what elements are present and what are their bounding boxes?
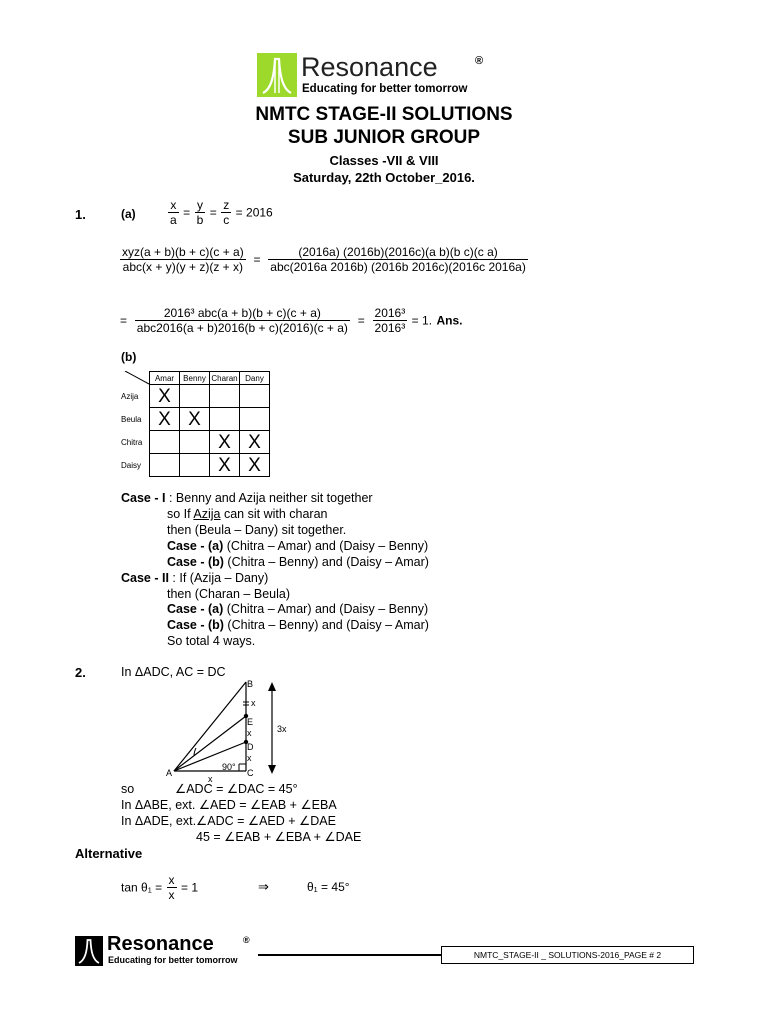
footer-brand-reg: ® [243,935,250,945]
page-number-label: NMTC_STAGE-II _ SOLUTIONS-2016_PAGE # 2 [473,950,662,960]
table-row: Chitra X X [121,431,270,454]
resonance-logo-mark-footer [75,936,103,966]
q2-so: so [121,782,135,796]
col-header: Dany [240,372,270,385]
case-1-line-2: so If Azija can sit with charan [167,507,328,521]
case-2-line-2: then (Charan – Beula) [167,587,290,601]
answer-label: Ans. [436,313,463,328]
table-row: Beula X X [121,408,270,431]
brand-name: Resonance [301,52,438,82]
table-row [121,385,270,408]
resonance-logo-mark [257,53,297,97]
implies-symbol: ⇒ [258,879,269,894]
case-2-b: Case - (b) (Chitra – Benny) and (Daisy – Amar) [167,618,429,632]
page-title: NMTC STAGE-II SOLUTIONS [255,104,513,125]
table-corner-diagonal [121,371,150,385]
label-x-base: x [208,774,213,784]
q2-line-3: In ΔADE, ext.∠ADC = ∠AED + ∠DAE [121,814,336,828]
table-row: Daisy X X [121,454,270,477]
case-1-b: Case - (b) (Chitra – Benny) and (Daisy – Amar) [167,555,429,569]
label-C: C [247,768,254,778]
seating-table [121,371,270,477]
case-2-a: Case - (a) (Chitra – Amar) and (Daisy – Benny) [167,602,429,616]
triangle-diagram [160,676,300,786]
question-2-number: 2. [75,665,86,680]
brand-reg: ® [475,55,484,67]
q2-tan-equation: tan θ₁ = $\frac{x}{x}$ = 1 [121,873,199,902]
group-title: SUB JUNIOR GROUP [287,127,481,148]
label-D: D [247,742,254,752]
label-E: E [247,717,254,727]
row-label: Beula [121,414,142,424]
q1-equation-line-2: = $\frac{\text{2016³ abc(a + b)(b + c)(c + a)}}{\text{abc2016(a + b)2016(b + c)(2016)(c + a)}}$ = $\frac{\text{2016³}}{\text{2016³}}$ = 1. Ans. [120,306,463,335]
total-ways: So total 4 ways. [167,634,256,648]
q2-line-1: ∠ADC = ∠DAC = 45° [175,782,298,796]
case-1-a: Case - (a) (Chitra – Amar) and (Daisy – Benny) [167,539,429,553]
label-x: x [247,753,252,763]
row-label: Chitra [121,437,143,447]
q2-line-4: 45 = ∠EAB + ∠EBA + ∠DAE [196,830,362,844]
footer-logo [75,933,255,968]
cross-mark: X [150,385,180,408]
footer-page-box [441,946,694,964]
col-header: Amar [150,372,180,385]
footer-brand-name: Resonance [107,933,214,955]
q2-line-2: In ΔABE, ext. ∠AED = ∠EAB + ∠EBA [121,798,337,812]
label-B: B [247,679,254,689]
case-1: Case - I : Benny and Azija neither sit together [121,491,373,505]
label-A: A [166,768,173,778]
alternative-heading: Alternative [75,846,143,861]
case-1-line-3: then (Beula – Dany) sit together. [167,523,347,537]
label-angle: 90° [222,762,236,772]
date-subtitle: Saturday, 22th October_2016. [293,170,475,185]
q2-given: In ΔADC, AC = DC [121,665,226,679]
question-1-number: 1. [75,207,86,222]
col-header: Charan [211,373,238,383]
footer-tagline: Educating for better tomorrow [108,955,238,965]
footer-rule [258,954,441,956]
row-label: Azija [121,391,139,401]
header-logo [257,53,497,97]
label-x: x [251,698,256,708]
label-x: x [247,728,252,738]
brand-tagline: Educating for better tomorrow [302,83,468,95]
q2-theta-result: θ₁ = 45° [307,880,350,894]
q1-part-a-label: (a) [121,207,136,221]
label-3x: 3x [277,724,287,734]
case-2: Case - II : If (Azija – Dany) [121,571,269,585]
q1-given-equation: $\frac{x}{a}$ = $\frac{y}{b}$ = $\frac{z}{c}$ = 2016 [170,198,273,227]
q1-equation-line-1: $\frac{\text{xyz(a + b)(b + c)(c + a)}}{\text{abc(x + y)(y + z)(z + x)}}$ = $\frac{\text{(2016a) (2016b)(2016c)(a b)(b c)(c a)}}{\text{abc(2016a 2016b) (2016b 2016c)(2016c 2016a)}}$ [122,245,526,274]
classes-subtitle: Classes -VII & VIII [329,153,439,168]
col-header: Benny [180,372,210,385]
row-label: Daisy [121,460,142,470]
q1-part-b-label: (b) [121,350,137,364]
